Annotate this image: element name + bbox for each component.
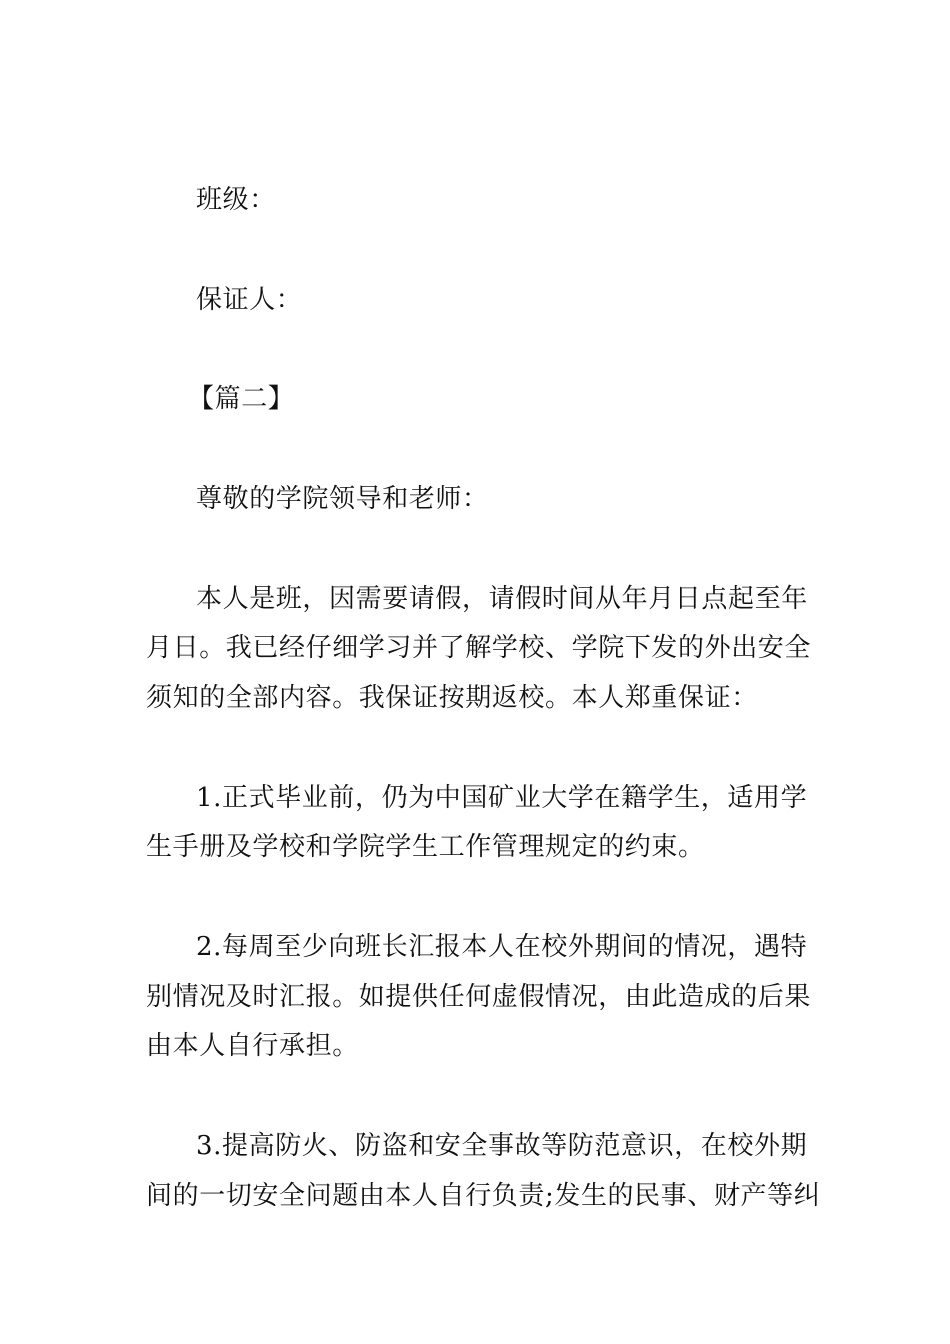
salutation: 尊敬的学院领导和老师： bbox=[196, 484, 489, 514]
paragraph-line: 2.每周至少向班长汇报本人在校外期间的情况，遇特 bbox=[196, 932, 808, 962]
paragraph-line: 由本人自行承担。 bbox=[146, 1031, 359, 1061]
paragraph-line: 别情况及时汇报。如提供任何虚假情况，由此造成的后果 bbox=[146, 982, 812, 1012]
paragraph-line: 3.提高防火、防盗和安全事故等防范意识，在校外期 bbox=[196, 1131, 808, 1161]
paragraph-line: 月日。我已经仔细学习并了解学校、学院下发的外出安全 bbox=[146, 633, 812, 663]
paragraph-line: 间的一切安全问题由本人自行负责;发生的民事、财产等纠 bbox=[146, 1181, 821, 1211]
paragraph-line: 须知的全部内容。我保证按期返校。本人郑重保证： bbox=[146, 683, 758, 713]
section-heading: 【篇二】 bbox=[188, 384, 295, 414]
paragraph-line: 生手册及学校和学院学生工作管理规定的约束。 bbox=[146, 832, 705, 862]
paragraph-line: 1.正式毕业前，仍为中国矿业大学在籍学生，适用学 bbox=[196, 783, 808, 813]
guarantor-label: 保证人： bbox=[196, 285, 303, 315]
class-label: 班级： bbox=[196, 185, 276, 215]
paragraph-line: 本人是班，因需要请假，请假时间从年月日点起至年 bbox=[196, 584, 808, 614]
